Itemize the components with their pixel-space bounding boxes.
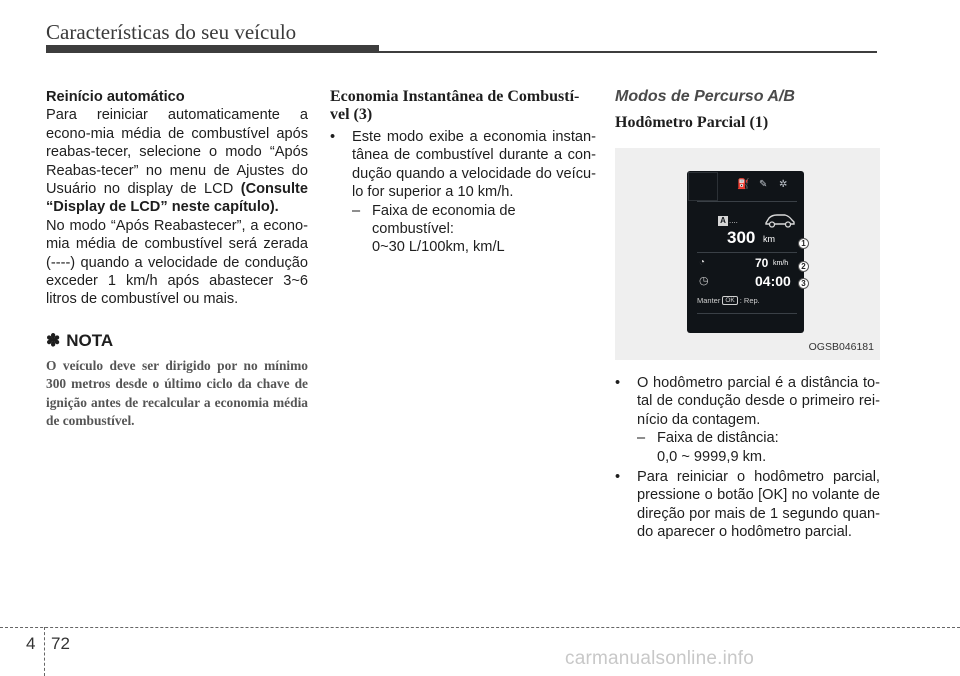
display-divider xyxy=(697,252,797,253)
trip-odometer-text: O hodômetro parcial é a distância to-tal de condução desde o primeiro rei-nício da contagem. xyxy=(637,375,880,428)
bullet-icon: • xyxy=(615,469,621,486)
callout-3: 3 xyxy=(798,278,809,289)
column-right xyxy=(615,88,880,542)
auto-reset-heading: Reinício automático xyxy=(46,89,185,105)
instant-economy-text: Este modo exibe a economia instan-tânea de combustível durante a con-dução quando a velocidade do veícu-lo for superior a 10 km/h. xyxy=(352,129,596,201)
trip-dots: .... xyxy=(729,216,738,225)
distance-range-item xyxy=(615,429,880,447)
callout-1: 1 xyxy=(798,238,809,249)
display-divider xyxy=(697,201,797,202)
gear-icon: ✲ xyxy=(779,179,788,190)
fuel-pump-icon: ⛽ xyxy=(737,179,750,190)
wrench-icon: ✎ xyxy=(759,179,768,190)
column-middle xyxy=(330,88,596,257)
bullet-icon: • xyxy=(330,129,336,145)
distance-range-value: 0,0 ~ 9999,9 km. xyxy=(657,448,767,465)
lcd-display xyxy=(687,171,804,333)
note-body: O veículo deve ser dirigido por no mínimo 300 metros desde o último ciclo da chave de ignição antes de recalcular a economia média de combustível. xyxy=(46,357,308,429)
avg-speed-value: 70 xyxy=(755,256,769,270)
display-divider xyxy=(697,313,797,314)
figure-caption: OGSB046181 xyxy=(808,340,874,353)
trip-odometer-heading: Hodômetro Parcial (1) xyxy=(615,114,769,131)
economy-range-value: 0~30 L/100km, km/L xyxy=(372,239,505,256)
avg-speed-unit: km/h xyxy=(773,260,789,267)
column-left xyxy=(46,88,308,431)
page-header-title: Características do seu veículo xyxy=(46,20,297,44)
instant-economy-heading: Economia Instantânea de Combustí-vel (3) xyxy=(330,88,580,123)
hold-ok-hint xyxy=(697,296,760,305)
economy-range-item xyxy=(330,202,596,239)
economy-range-label: Faixa de economia de combustível: xyxy=(372,202,516,238)
reset-label: : Rep. xyxy=(739,296,760,305)
header-rule-thick xyxy=(46,45,379,53)
footer-vertical-rule xyxy=(44,627,45,676)
watermark: carmanualsonline.info xyxy=(565,648,755,669)
note-heading xyxy=(46,331,308,351)
after-refuel-paragraph: No modo “Após Reabastecer”, a econo-mia média de combustível será zerada (----) quando a velocidade de condução exceder 1 km/h após abastecer 3~6 litros de combustível ou mais. xyxy=(46,217,308,308)
header-rule-thin xyxy=(379,51,877,53)
bullet-icon: • xyxy=(615,375,621,391)
distance-range-label: Faixa de distância: xyxy=(657,430,779,447)
chapter-number: 4 xyxy=(26,634,36,653)
ok-key-label: OK xyxy=(722,296,737,305)
auto-reset-reference: (Consulte “Display de LCD” neste capítulo). xyxy=(46,181,308,216)
dash-icon: – xyxy=(637,430,646,447)
instant-economy-bullet xyxy=(330,128,596,202)
auto-reset-text: Para reiniciar automaticamente a econo-mia média de combustível após reabas-tecer, selecione o modo “Após Reabas-tecer” no menu de Ajustes do Usuário no display de LCD xyxy=(46,107,308,198)
reset-trip-text: Para reiniciar o hodômetro parcial, pressione o botão [OK] no volante de direção por mais de 1 segundo quan-do aparecer o hodômetro parcial. xyxy=(637,469,880,541)
footer-rule xyxy=(0,627,960,628)
trip-a-badge: A xyxy=(718,216,728,226)
speedometer-icon: ◔ xyxy=(699,257,706,268)
display-top-box xyxy=(688,172,718,201)
auto-reset-paragraph xyxy=(46,106,308,216)
drive-time-value: 04:00 xyxy=(755,273,791,289)
trip-odometer-bullet xyxy=(615,374,880,429)
hold-label: Manter xyxy=(697,296,721,305)
trip-distance-unit: km xyxy=(763,234,775,244)
cluster-figure xyxy=(615,148,880,360)
reset-trip-bullet xyxy=(615,468,880,542)
car-icon xyxy=(763,212,797,228)
note-title: NOTA xyxy=(66,330,114,350)
callout-2: 2 xyxy=(798,261,809,272)
clock-icon: ◷ xyxy=(699,275,709,287)
trip-distance-value: 300 xyxy=(727,228,756,247)
page-number: 72 xyxy=(51,634,70,653)
trip-modes-title: Modos de Percurso A/B xyxy=(615,88,795,105)
dash-icon: – xyxy=(352,202,361,219)
note-star-icon: ✽ xyxy=(46,330,61,350)
